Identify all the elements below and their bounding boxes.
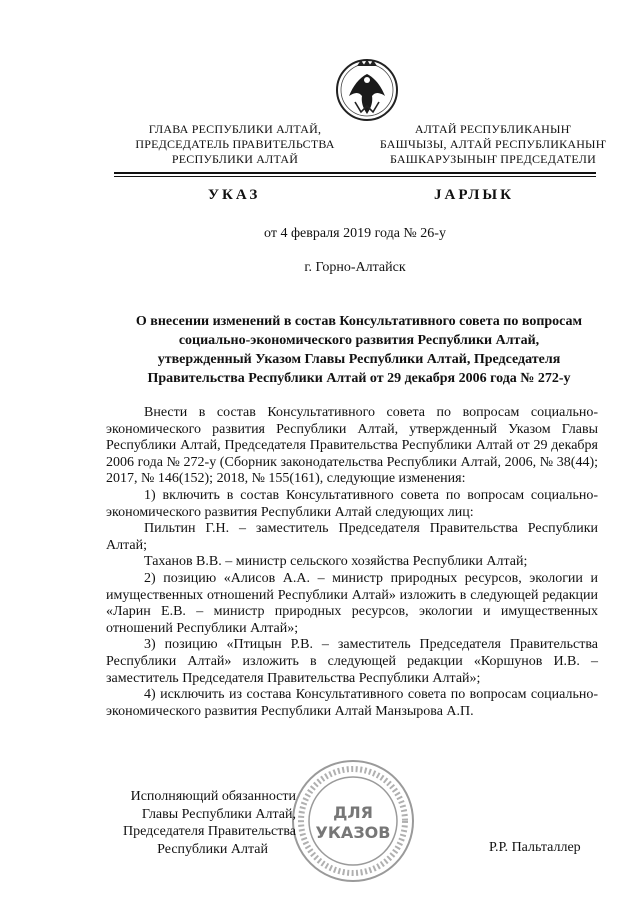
header-right-line: БАШЧЫЗЫ, АЛТАЙ РЕСПУБЛИКАНЫҤ (379, 137, 607, 151)
signature-position (108, 788, 296, 858)
body-paragraph: 2) позицию «Алисов А.А. – министр природных ресурсов, экологии и имущественных отношений Республики Алтай» изложить в следующей редакции «Ларин Е.В. – министр природных ресурсов, экологии и имущественных отношений Республики Алтай»; (106, 570, 598, 636)
doc-type-russian: УКАЗ (208, 187, 261, 203)
title-line: утвержденный Указом Главы Республики Алтай, Председателя (157, 352, 561, 367)
header-right-line: БАШКАРУЗЫНЫҤ ПРЕДСЕДАТЕЛИ (390, 152, 596, 166)
document-body (106, 405, 598, 720)
body-paragraph: Таханов В.В. – министр сельского хозяйства Республики Алтай; (144, 554, 528, 570)
document-title (110, 312, 608, 388)
position-line: Главы Республики Алтай, (141, 806, 296, 822)
place-line: г. Горно-Алтайск (304, 260, 406, 275)
title-line: Правительства Республики Алтай от 29 декабря 2006 года № 272-у (147, 371, 571, 386)
signer-name: Р.Р. Пальталлер (489, 840, 581, 855)
position-line: Исполняющий обязанности (130, 789, 296, 804)
body-paragraph: 1) включить в состав Консультативного совета по вопросам социально-экономического развития Республики Алтай следующих лиц: (106, 487, 598, 520)
header-divider-thin (114, 176, 596, 177)
header-left-line: ПРЕДСЕДАТЕЛЬ ПРАВИТЕЛЬСТВА (135, 137, 335, 151)
stamp-line-2: УКАЗОВ (315, 823, 391, 842)
header-left (120, 122, 350, 167)
official-stamp (288, 756, 418, 886)
position-line: Председателя Правительства (122, 824, 296, 839)
stamp-line-1: ДЛЯ (333, 803, 373, 822)
emblem (335, 56, 399, 124)
title-line: социально-экономического развития Республики Алтай, (178, 333, 540, 348)
body-paragraph: 4) исключить из состава Консультативного совета по вопросам социально-экономического развития Республики Алтай Манзырова А.П. (106, 687, 598, 719)
body-paragraph: 3) позицию «Птицын Р.В. – заместитель Председателя Правительства Республики Алтай» изложить в следующей редакции «Коршунов И.В. – заместитель Председателя Правительства Республики Алтай»; (106, 637, 598, 686)
header-right (362, 122, 624, 167)
date-line: от 4 февраля 2019 года № 26-у (264, 226, 446, 241)
header-left-line: ГЛАВА РЕСПУБЛИКИ АЛТАЙ, (148, 122, 322, 136)
doc-type-altai: JАРЛЫК (434, 187, 515, 203)
body-paragraph: Пильтин Г.Н. – заместитель Председателя Правительства Республики Алтай; (106, 521, 598, 553)
header-divider-thick (114, 172, 596, 174)
body-paragraph: Внести в состав Консультативного совета по вопросам социально-экономического развития Республики Алтай, утвержденный Указом Главы Республики Алтай, Председателя Правительства Республики Алтай от 29 декабря 2006 года № 272-у (Сборник законодательства Республики Алтай, 2006, № 38(44); 2017, № 146(152); 2018, № 155(161), следующие изменения: (106, 405, 598, 487)
title-line: О внесении изменений в состав Консультативного совета по вопросам (135, 314, 583, 329)
position-line: Республики Алтай (157, 841, 268, 857)
header-left-line: РЕСПУБЛИКИ АЛТАЙ (171, 152, 299, 166)
header-right-line: АЛТАЙ РЕСПУБЛИКАНЫҤ (414, 122, 572, 136)
altai-coat-of-arms-icon (335, 56, 399, 124)
